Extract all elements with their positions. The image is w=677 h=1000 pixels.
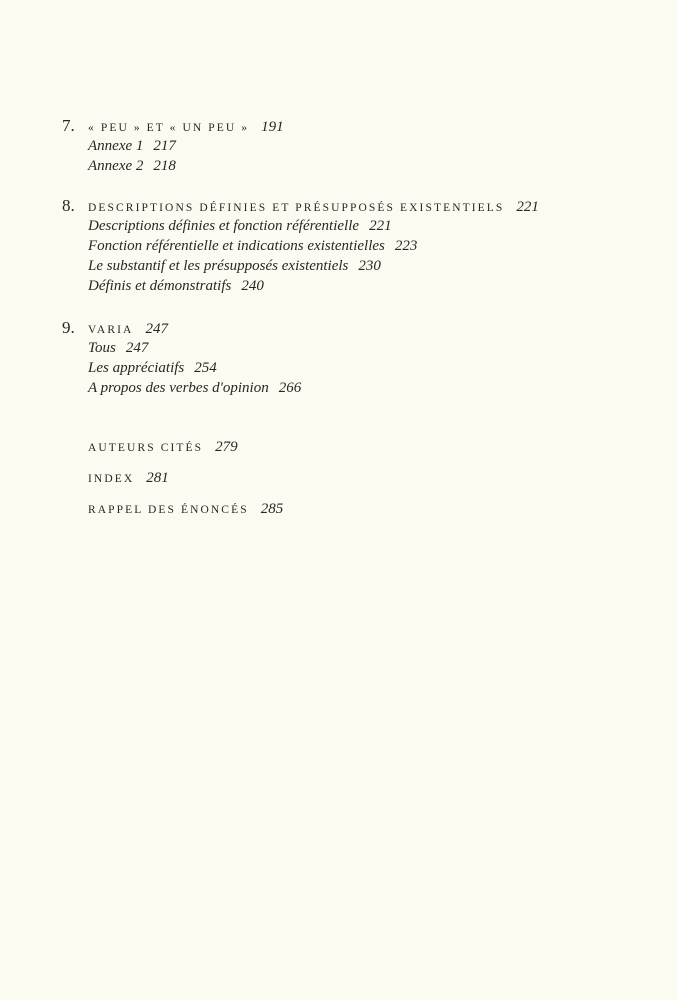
section-list <box>88 136 662 176</box>
backmatter-title: RAPPEL DES ÉNONCÉS <box>88 504 249 516</box>
backmatter-page-number: 285 <box>260 501 284 517</box>
chapter-heading <box>62 116 662 136</box>
section-title: Descriptions définies et fonction référentielle <box>88 218 360 234</box>
section-page-number: 217 <box>153 138 176 154</box>
section-list <box>88 338 662 398</box>
section-page-number: 223 <box>394 238 418 254</box>
chapter-title: VARIA <box>88 324 134 336</box>
section-title: Tous <box>88 340 116 356</box>
toc-chapter-8 <box>62 196 662 296</box>
chapter-title: « PEU » ET « UN PEU » <box>88 122 250 134</box>
section-list <box>88 216 662 296</box>
section-page-number: 218 <box>153 158 176 174</box>
chapter-heading <box>62 196 662 216</box>
section-title: Les appréciatifs <box>88 360 185 376</box>
section-entry <box>88 358 662 378</box>
backmatter-title: AUTEURS CITÉS <box>88 442 204 454</box>
backmatter-entry <box>88 499 648 519</box>
backmatter-entry <box>88 437 648 457</box>
section-page-number: 230 <box>358 258 381 274</box>
chapter-number: 9. <box>62 318 75 337</box>
section-entry <box>88 276 662 296</box>
section-entry <box>88 156 662 176</box>
backmatter-page-number: 279 <box>215 439 238 455</box>
chapter-number: 7. <box>62 116 75 135</box>
chapter-page-number: 191 <box>261 119 284 135</box>
section-entry <box>88 216 662 236</box>
toc-backmatter <box>88 437 648 530</box>
section-page-number: 247 <box>125 340 149 356</box>
chapter-page-number: 247 <box>145 321 168 337</box>
section-title: Le substantif et les présupposés existentiels <box>88 258 349 274</box>
section-title: Annexe 1 <box>88 138 144 154</box>
section-title: Définis et démonstratifs <box>88 278 232 294</box>
section-title: A propos des verbes d'opinion <box>88 380 269 396</box>
section-page-number: 221 <box>369 218 392 234</box>
section-page-number: 266 <box>278 380 302 396</box>
section-entry <box>88 136 662 156</box>
chapter-heading <box>62 318 662 338</box>
section-entry <box>88 378 662 398</box>
backmatter-page-number: 281 <box>146 470 169 486</box>
toc-chapter-7 <box>62 116 662 176</box>
section-title: Annexe 2 <box>88 158 144 174</box>
backmatter-title: INDEX <box>88 473 135 485</box>
chapter-page-number: 221 <box>516 199 539 215</box>
section-entry <box>88 338 662 358</box>
section-page-number: 240 <box>241 278 264 294</box>
backmatter-entry <box>88 468 648 488</box>
section-entry <box>88 256 662 276</box>
section-title: Fonction référentielle et indications existentielles <box>88 238 385 254</box>
chapter-number: 8. <box>62 196 75 215</box>
section-page-number: 254 <box>194 360 217 376</box>
section-entry <box>88 236 662 256</box>
toc-chapter-9 <box>62 318 662 398</box>
chapter-title: DESCRIPTIONS DÉFINIES ET PRÉSUPPOSÉS EXISTENTIELS <box>88 202 505 214</box>
